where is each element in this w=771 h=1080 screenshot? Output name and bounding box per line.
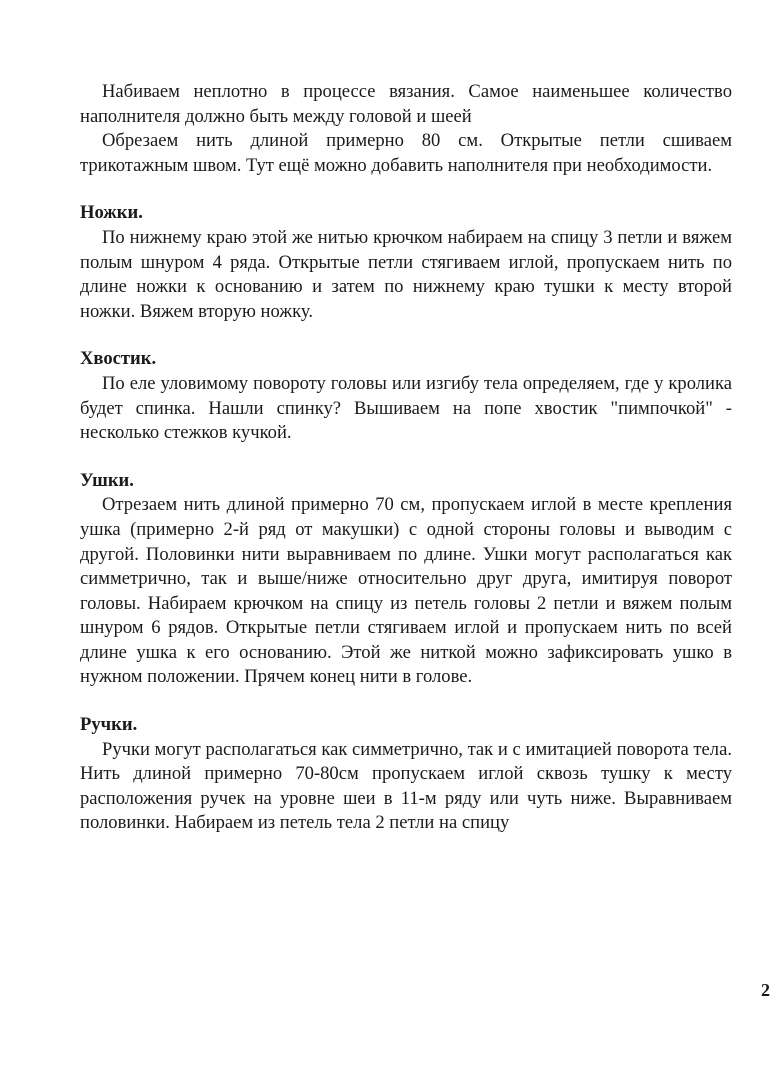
section-title: Хвостик. xyxy=(80,348,157,370)
section-title: Ножки. xyxy=(80,202,143,224)
intro-paragraph: Обрезаем нить длиной примерно 80 см. Открытые петли сшиваем трикотажным швом. Тут ещё можно добавить наполнителя при необходимости. xyxy=(80,130,732,176)
section-legs xyxy=(80,201,732,324)
section-title: Ручки. xyxy=(80,714,138,736)
section-tail xyxy=(80,347,732,445)
section-paragraph: Отрезаем нить длиной примерно 70 см, пропускаем иглой в месте крепления ушка (примерно 2-й ряд от макушки) с одной стороны головы и выводим с другой. Половинки нити выравниваем по длине. Ушки могут располагаться как симметрично, так и выше/ниже относительно друг друга, имитируя поворот головы. Набираем крючком на спицу из петель головы 2 петли и вяжем полым шнуром 6 рядов. Открытые петли стягиваем иглой и пропускаем нить по всей длине ушка к его основанию. Этой же ниткой можно зафиксировать ушко в нужном положении. Прячем конец нити в голове. xyxy=(80,494,732,688)
section-paragraph: Ручки могут располагаться как симметрично, так и с имитацией поворота тела. Нить длиной примерно 70-80см пропускаем иглой сквозь тушку к месту расположения ручек на уровне шеи в 11-м ряду или чуть ниже. Выравниваем половинки. Набираем из петель тела 2 петли на спицу xyxy=(80,738,732,834)
intro-paragraph: Набиваем неплотно в процессе вязания. Самое наименьшее количество наполнителя должно быть между головой и шеей xyxy=(80,81,732,127)
section-title: Ушки. xyxy=(80,469,134,491)
page-number: 2 xyxy=(761,980,770,1000)
intro-block xyxy=(80,80,732,178)
section-arms xyxy=(80,713,732,836)
page-content xyxy=(80,80,732,836)
section-paragraph: По нижнему краю этой же нитью крючком набираем на спицу 3 петли и вяжем полым шнуром 4 ряда. Открытые петли стягиваем иглой, пропускаем нить по длине ножки к основанию и затем по нижнему краю тушки к месту второй ножки. Вяжем вторую ножку. xyxy=(80,226,732,322)
section-ears xyxy=(80,469,732,690)
section-paragraph: По еле уловимому повороту головы или изгибу тела определяем, где у кролика будет спинка. Нашли спинку? Вышиваем на попе хвостик "пимпочкой" - несколько стежков кучкой. xyxy=(80,372,732,444)
